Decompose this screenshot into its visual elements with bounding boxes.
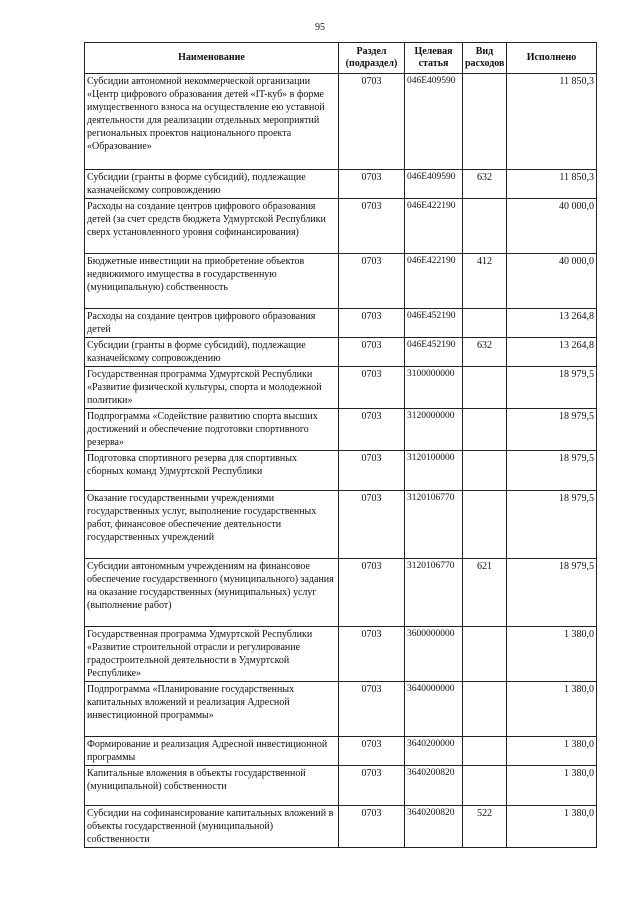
budget-execution-table	[84, 42, 597, 848]
row-section: 0703	[339, 627, 405, 682]
table-row	[85, 409, 597, 451]
table-row	[85, 309, 597, 338]
row-section: 0703	[339, 170, 405, 199]
row-target: 046E409590	[405, 74, 463, 170]
row-name: Субсидии на софинансирование капитальных вложений в объекты государственной (муниципальной) собственности	[85, 806, 339, 848]
row-name: Подпрограмма «Планирование государственных капитальных вложений и реализация Адресной инвестиционной программы»	[85, 682, 339, 737]
row-target: 3640200820	[405, 806, 463, 848]
row-type	[463, 199, 507, 254]
row-target: 3120100000	[405, 451, 463, 491]
row-type: 412	[463, 254, 507, 309]
row-amount: 18 979,5	[507, 409, 597, 451]
header-type: Вид расходов	[463, 43, 507, 74]
row-section: 0703	[339, 766, 405, 806]
table-row	[85, 682, 597, 737]
row-section: 0703	[339, 409, 405, 451]
row-section: 0703	[339, 806, 405, 848]
row-target: 3640000000	[405, 682, 463, 737]
header-executed: Исполнено	[507, 43, 597, 74]
row-type: 632	[463, 338, 507, 367]
row-section: 0703	[339, 254, 405, 309]
table-row	[85, 627, 597, 682]
row-name: Оказание государственными учреждениями государственных услуг, выполнение государственных работ, финансовое обеспечение деятельности государственных учреждений	[85, 491, 339, 559]
table-row	[85, 559, 597, 627]
table-row	[85, 367, 597, 409]
row-name: Подпрограмма «Содействие развитию спорта высших достижений и обеспечение подготовки спортивного резерва»	[85, 409, 339, 451]
row-section: 0703	[339, 309, 405, 338]
row-section: 0703	[339, 682, 405, 737]
row-type	[463, 737, 507, 766]
row-target: 046E409590	[405, 170, 463, 199]
row-amount: 1 380,0	[507, 682, 597, 737]
row-section: 0703	[339, 737, 405, 766]
row-section: 0703	[339, 74, 405, 170]
table-row	[85, 254, 597, 309]
table-row	[85, 491, 597, 559]
row-type: 522	[463, 806, 507, 848]
row-target: 046E422190	[405, 254, 463, 309]
row-target: 046E452190	[405, 338, 463, 367]
row-amount: 1 380,0	[507, 766, 597, 806]
header-section: Раздел (подраздел)	[339, 43, 405, 74]
row-target: 046E452190	[405, 309, 463, 338]
row-section: 0703	[339, 367, 405, 409]
row-target: 3640200820	[405, 766, 463, 806]
row-section: 0703	[339, 199, 405, 254]
row-amount: 18 979,5	[507, 451, 597, 491]
row-amount: 13 264,8	[507, 338, 597, 367]
row-type	[463, 451, 507, 491]
row-target: 3100000000	[405, 367, 463, 409]
row-target: 3120106770	[405, 491, 463, 559]
row-amount: 40 000,0	[507, 254, 597, 309]
row-type	[463, 309, 507, 338]
row-type: 621	[463, 559, 507, 627]
table-row	[85, 737, 597, 766]
table-row	[85, 338, 597, 367]
row-type	[463, 367, 507, 409]
row-amount: 11 850,3	[507, 74, 597, 170]
row-amount: 1 380,0	[507, 627, 597, 682]
row-name: Подготовка спортивного резерва для спортивных сборных команд Удмуртской Республики	[85, 451, 339, 491]
row-section: 0703	[339, 559, 405, 627]
row-name: Субсидии автономным учреждениям на финансовое обеспечение государственного (муниципального) задания на оказание государственных (муниципальных) услуг (выполнение работ)	[85, 559, 339, 627]
row-name: Бюджетные инвестиции на приобретение объектов недвижимого имущества в государственную (муниципальную) собственность	[85, 254, 339, 309]
row-amount: 1 380,0	[507, 806, 597, 848]
table-row	[85, 451, 597, 491]
table-row	[85, 199, 597, 254]
row-section: 0703	[339, 491, 405, 559]
row-type	[463, 766, 507, 806]
row-target: 3600000000	[405, 627, 463, 682]
row-target: 3120000000	[405, 409, 463, 451]
row-name: Субсидии автономной некоммерческой организации «Центр цифрового образования детей «IT-куб» в форме имущественного взноса на осуществление ею уставной деятельности для реализации отдельных мероприятий региональных проектов национального проекта «Образование»	[85, 74, 339, 170]
row-name: Формирование и реализация Адресной инвестиционной программы	[85, 737, 339, 766]
row-amount: 18 979,5	[507, 559, 597, 627]
row-amount: 13 264,8	[507, 309, 597, 338]
page-number: 95	[315, 22, 325, 33]
row-name: Капитальные вложения в объекты государственной (муниципальной) собственности	[85, 766, 339, 806]
table-row	[85, 806, 597, 848]
row-name: Расходы на создание центров цифрового образования детей (за счет средств бюджета Удмуртской Республики сверх установленного уровня софинансирования)	[85, 199, 339, 254]
row-target: 3640200000	[405, 737, 463, 766]
row-amount: 11 850,3	[507, 170, 597, 199]
header-target: Целевая статья	[405, 43, 463, 74]
row-amount: 18 979,5	[507, 491, 597, 559]
row-name: Государственная программа Удмуртской Республики «Развитие физической культуры, спорта и молодежной политики»	[85, 367, 339, 409]
row-type	[463, 627, 507, 682]
row-amount: 18 979,5	[507, 367, 597, 409]
row-name: Расходы на создание центров цифрового образования детей	[85, 309, 339, 338]
table-row	[85, 74, 597, 170]
row-amount: 40 000,0	[507, 199, 597, 254]
row-type	[463, 74, 507, 170]
row-name: Государственная программа Удмуртской Республики «Развитие строительной отрасли и регулирование градостроительной деятельности в Удмуртской Республике»	[85, 627, 339, 682]
row-section: 0703	[339, 338, 405, 367]
row-type	[463, 409, 507, 451]
row-type: 632	[463, 170, 507, 199]
row-section: 0703	[339, 451, 405, 491]
row-type	[463, 682, 507, 737]
row-amount: 1 380,0	[507, 737, 597, 766]
header-name: Наименование	[85, 43, 339, 74]
row-target: 3120106770	[405, 559, 463, 627]
row-target: 046E422190	[405, 199, 463, 254]
row-name: Субсидии (гранты в форме субсидий), подлежащие казначейскому сопровождению	[85, 170, 339, 199]
table-row	[85, 170, 597, 199]
table-row	[85, 766, 597, 806]
row-type	[463, 491, 507, 559]
row-name: Субсидии (гранты в форме субсидий), подлежащие казначейскому сопровождению	[85, 338, 339, 367]
table-header-row	[85, 43, 597, 74]
